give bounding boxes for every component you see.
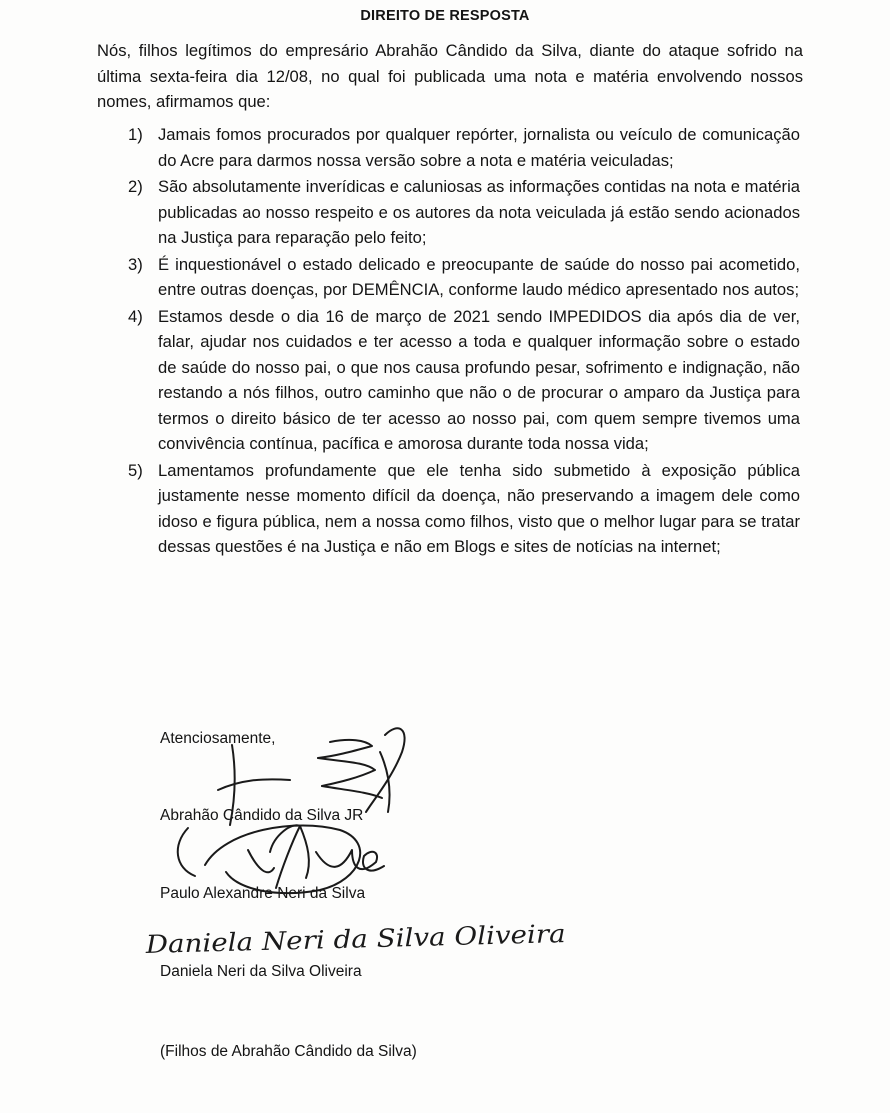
signatory-name-1: Abrahão Cândido da Silva JR <box>160 807 364 824</box>
document-title: DIREITO DE RESPOSTA <box>360 8 530 24</box>
list-item-text: São absolutamente inverídicas e caluniosas as informações contidas na nota e matéria publicadas ao nosso respeito e os autores da nota veiculada já estão sendo acionados na Justiça para reparação pelo feito; <box>158 177 800 247</box>
signature-1-stroke <box>366 728 405 812</box>
signature-2-stroke <box>316 850 384 871</box>
signature-1-stroke <box>318 758 375 786</box>
signature-1-stroke <box>318 740 372 758</box>
closing-salutation: Atenciosamente, <box>160 730 276 747</box>
signature-2-stroke <box>178 828 195 876</box>
list-item-number: 1) <box>128 125 143 144</box>
list-item-text: É inquestionável o estado delicado e preocupante de saúde do nosso pai acometido, entre outras doenças, por DEMÊNCIA, conforme laudo médico apresentado nos autos; <box>158 254 800 299</box>
signature-2-stroke <box>270 825 300 888</box>
signature-2-stroke <box>300 826 309 878</box>
list-item-number: 3) <box>128 254 143 274</box>
intro-paragraph: Nós, filhos legítimos do empresário Abrahão Cândido da Silva, diante do ataque sofrido na última sexta-feira dia 12/08, no qual foi publicada uma nota e matéria envolvendo nossos nomes, afirmamos que: <box>97 41 803 111</box>
signature-2-stroke <box>205 825 360 893</box>
signature-2-stroke <box>248 850 274 872</box>
signatory-name-2: Paulo Alexandre Neri da Silva <box>160 885 366 902</box>
list-item-text: Estamos desde o dia 16 de março de 2021 sendo IMPEDIDOS dia após dia de ver, falar, ajudar nos cuidados e ter acesso a toda e qualquer informação sobre o estado de saúde do nosso pai, o que nos causa profundo pesar, sofrimento e indignação, não restando a nós filhos, outro caminho que não o de procurar o amparo da Justiça para termos o direito básico de ter acesso ao nosso pai, com quem sempre tivemos uma convivência contínua, pacífica e amorosa durante toda nossa vida; <box>158 306 800 453</box>
signatory-name-3: Daniela Neri da Silva Oliveira <box>160 963 362 980</box>
list-item-number: 4) <box>128 306 143 326</box>
list-item-text: Jamais fomos procurados por qualquer repórter, jornalista ou veículo de comunicação do Acre para darmos nossa versão sobre a nota e matéria veiculadas; <box>158 125 800 170</box>
list-item-text: Lamentamos profundamente que ele tenha sido submetido à exposição pública justamente nesse momento difícil da doença, não preservando a imagem dele como idoso e figura pública, nem a nossa como filhos, visto que o melhor lugar para se tratar dessas questões é na Justiça e não em Blogs e sites de notícias na internet; <box>158 460 800 556</box>
footer-note: (Filhos de Abrahão Cândido da Silva) <box>160 1043 417 1060</box>
list-item-number: 5) <box>128 460 143 480</box>
signature-1-stroke <box>380 752 390 812</box>
signature-1-stroke <box>218 779 290 790</box>
list-item-number: 2) <box>128 177 143 196</box>
signature-1-stroke <box>322 786 382 798</box>
signature-3: Daniela Neri da Silva Oliveira <box>145 920 525 959</box>
